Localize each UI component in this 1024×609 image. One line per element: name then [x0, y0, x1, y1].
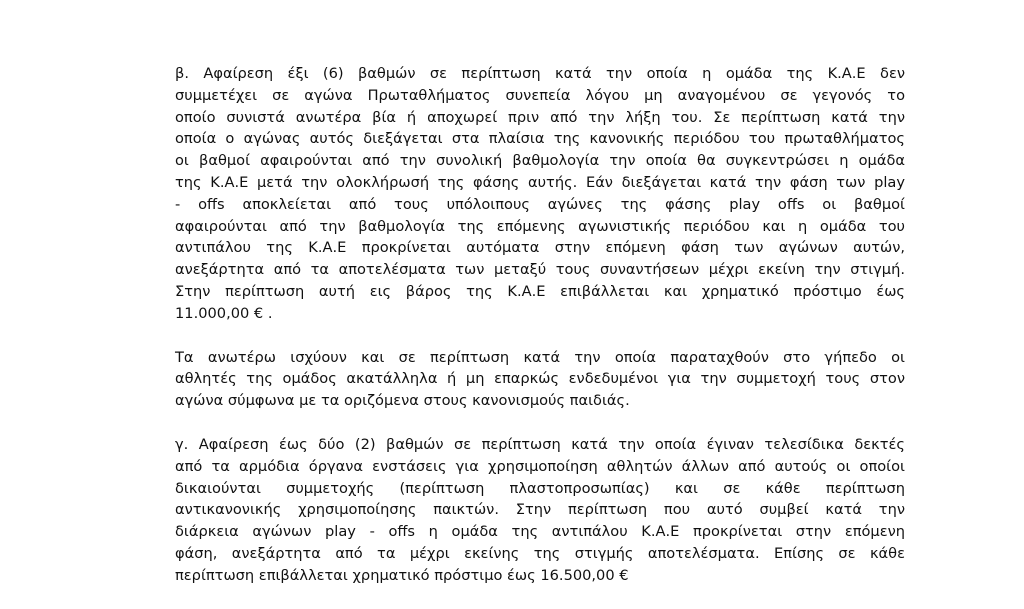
paragraph-line: 11.000,00 € .	[175, 304, 273, 322]
paragraph-line: διάρκεια αγώνων play - offs η ομάδα της αντιπάλου Κ.Α.Ε προκρίνεται στην επόμενη	[175, 523, 905, 541]
paragraph-line: αθλητές της ομάδος ακατάλληλα ή μη επαρκώς ενδεδυμένοι για την συμμετοχή τους στον	[175, 370, 905, 388]
paragraph-line: οι βαθμοί αφαιρούνται από την συνολική βαθμολογία την οποία θα συγκεντρώσει η ομάδα	[175, 152, 905, 170]
paragraph-line: οποίο συνιστά ανωτέρα βία ή αποχωρεί πριν από την λήξη του. Σε περίπτωση κατά την	[175, 108, 905, 126]
paragraph-note	[175, 347, 905, 412]
paragraph-line: συμμετέχει σε αγώνα Πρωταθλήματος συνεπεία λόγου μη αναγομένου σε γεγονός το	[175, 86, 905, 104]
paragraph-line: Στην περίπτωση αυτή εις βάρος της Κ.Α.Ε επιβάλλεται και χρηματικό πρόστιμο έως	[175, 282, 905, 300]
paragraph-line: β. Αφαίρεση έξι (6) βαθμών σε περίπτωση κατά την οποία η ομάδα της Κ.Α.Ε δεν	[175, 65, 905, 82]
paragraph-c	[175, 434, 905, 587]
paragraph-line: δικαιούνται συμμετοχής (περίπτωση πλαστοπροσωπίας) και σε κάθε περίπτωση	[175, 479, 905, 497]
paragraph-line: αντικανονικής χρησιμοποίησης παικτών. Στην περίπτωση που αυτό συμβεί κατά την	[175, 501, 905, 519]
paragraph-line: περίπτωση επιβάλλεται χρηματικό πρόστιμο έως 16.500,00 €	[175, 566, 629, 584]
paragraph-line: της Κ.Α.Ε μετά την ολοκλήρωσή της φάσης αυτής. Εάν διεξάγεται κατά την φάση των play	[175, 173, 905, 191]
paragraph-line: αγώνα σύμφωνα με τα οριζόμενα στους κανονισμούς παιδιάς.	[175, 392, 630, 410]
paragraph-line: Τα ανωτέρω ισχύουν και σε περίπτωση κατά την οποία παραταχθούν στο γήπεδο οι	[175, 348, 905, 366]
paragraph-line: οποία ο αγώνας αυτός διεξάγεται στα πλαίσια της κανονικής περιόδου του πρωταθλήματος	[175, 130, 905, 148]
paragraph-line: αντιπάλου της Κ.Α.Ε προκρίνεται αυτόματα στην επόμενη φάση των αγώνων αυτών,	[175, 239, 905, 257]
paragraph-line: φάση, ανεξάρτητα από τα μέχρι εκείνης της στιγμής αποτελέσματα. Επίσης σε κάθε	[175, 544, 905, 562]
paragraph-line: γ. Αφαίρεση έως δύο (2) βαθμών σε περίπτωση κατά την οποία έγιναν τελεσίδικα δεκτές	[175, 435, 905, 453]
document-page	[175, 63, 905, 609]
paragraph-b	[175, 63, 905, 325]
paragraph-line: από τα αρμόδια όργανα ενστάσεις για χρησιμοποίηση αθλητών άλλων από αυτούς οι οποίοι	[175, 457, 905, 475]
paragraph-line: αφαιρούνται από την βαθμολογία της επόμενης αγωνιστικής περιόδου και η ομάδα του	[175, 217, 905, 235]
paragraph-line: ανεξάρτητα από τα αποτελέσματα των μεταξύ τους συναντήσεων μέχρι εκείνη την στιγμή.	[175, 261, 905, 279]
paragraph-line: - offs αποκλείεται από τους υπόλοιπους αγώνες της φάσης play offs οι βαθμοί	[175, 195, 905, 213]
